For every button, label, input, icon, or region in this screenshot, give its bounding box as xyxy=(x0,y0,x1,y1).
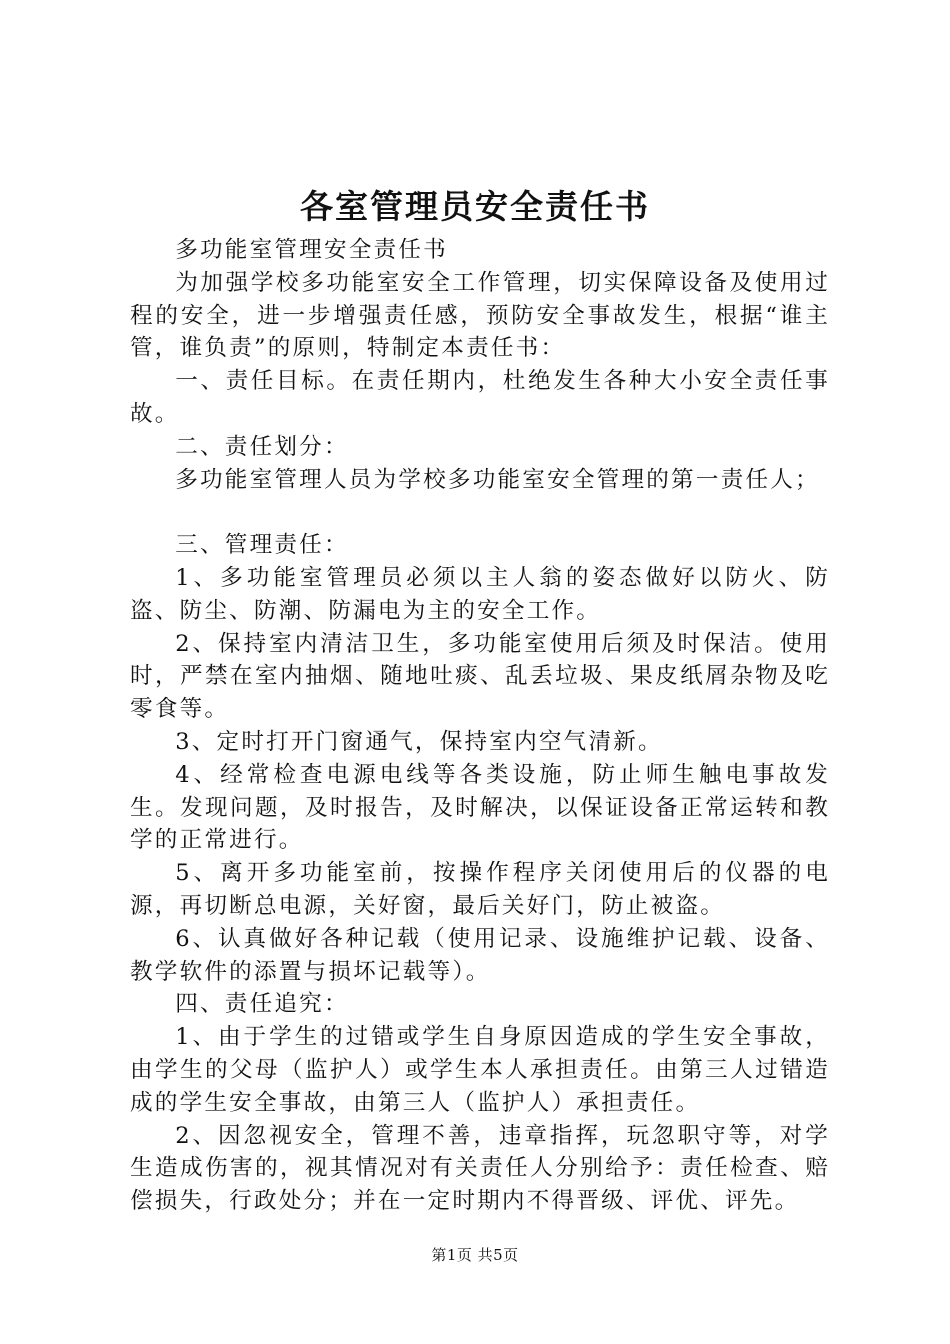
document-body xyxy=(130,234,830,1218)
paragraph-management-1: 1、多功能室管理员必须以主人翁的姿态做好以防火、防盗、防尘、防潮、防漏电为主的安全工作。 xyxy=(130,564,830,624)
paragraph-intro: 为加强学校多功能室安全工作管理，切实保障设备及使用过程的安全，进一步增强责任感，预防安全事故发生，根据“谁主管，谁负责”的原则，特制定本责任书： xyxy=(130,269,830,362)
paragraph-subtitle: 多功能室管理安全责任书 xyxy=(175,237,448,263)
paragraph-management-2: 2、保持室内清洁卫生，多功能室使用后须及时保洁。使用时，严禁在室内抽烟、随地吐痰、乱丢垃圾、果皮纸屑杂物及吃零食等。 xyxy=(130,630,830,723)
paragraph-management-4: 4、经常检查电源电线等各类设施，防止师生触电事故发生。发现问题，及时报告，及时解决，以保证设备正常运转和教学的正常进行。 xyxy=(130,761,830,854)
section-heading-management: 三、管理责任： xyxy=(175,532,349,559)
paragraph-management-3: 3、定时打开门窗通气，保持室内空气清新。 xyxy=(175,728,663,755)
section-heading-division: 二、责任划分： xyxy=(175,433,349,460)
paragraph-accountability-1: 1、由于学生的过错或学生自身原因造成的学生安全事故，由学生的父母（监护人）或学生本人承担责任。由第三人过错造成的学生安全事故，由第三人（监护人）承担责任。 xyxy=(130,1024,830,1116)
paragraph-division: 多功能室管理人员为学校多功能室安全管理的第一责任人； xyxy=(175,466,820,493)
paragraph-management-5: 5、离开多功能室前，按操作程序关闭使用后的仪器的电源，再切断总电源，关好窗，最后关好门，防止被盗。 xyxy=(130,860,830,919)
section-heading-accountability: 四、责任追究： xyxy=(175,991,349,1018)
paragraph-goal: 一、责任目标。在责任期内，杜绝发生各种大小安全责任事故。 xyxy=(130,368,830,427)
page-footer: 第1页 共5页 xyxy=(431,1246,519,1264)
paragraph-management-6: 6、认真做好各种记载（使用记录、设施维护记载、设备、教学软件的添置与损坏记载等）。 xyxy=(130,925,830,985)
paragraph-accountability-2: 2、因忽视安全，管理不善，违章指挥，玩忽职守等，对学生造成伤害的，视其情况对有关责任人分别给予：责任检查、赔偿损失，行政处分；并在一定时期内不得晋级、评优、评先。 xyxy=(130,1122,830,1215)
document-title: 各室管理员安全责任书 xyxy=(300,187,650,226)
